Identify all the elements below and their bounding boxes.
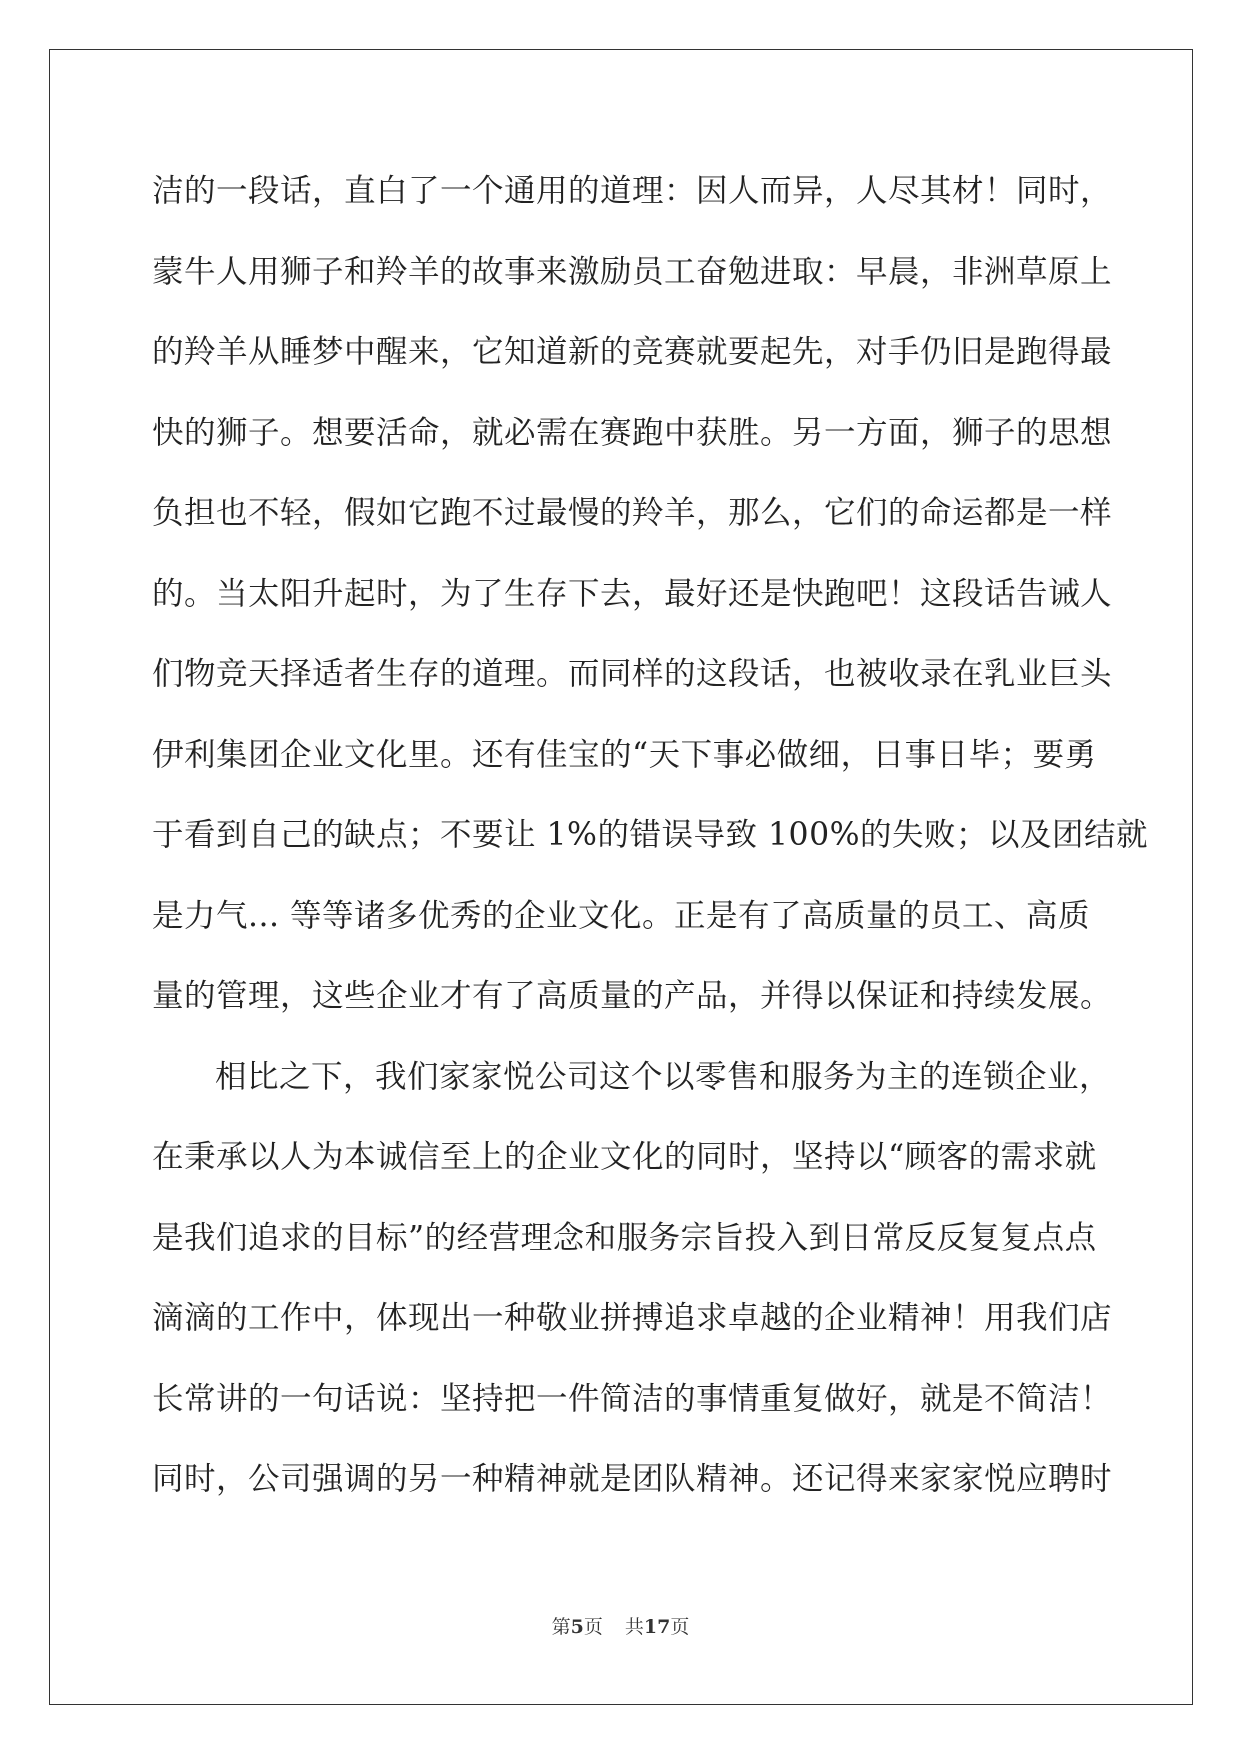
text-line: 洁的一段话，直白了一个通用的道理：因人而异，人尽其材！同时， bbox=[152, 173, 1113, 209]
text-line: 的。当太阳升起时，为了生存下去，最好还是快跑吧！这段话告诫人 bbox=[152, 575, 1113, 612]
text-line: 快的狮子。想要活命，就必需在赛跑中获胜。另一方面，狮子的思想 bbox=[152, 414, 1113, 451]
text-line: 同时，公司强调的另一种精神就是团队精神。还记得来家家悦应聘时 bbox=[152, 1461, 1113, 1497]
text-line: 于看到自己的缺点；不要让 1%的错误导致 100%的失败；以及团结就 bbox=[152, 817, 1149, 853]
page-suffix: 页 bbox=[583, 1616, 603, 1638]
total-suffix: 页 bbox=[670, 1616, 690, 1638]
paragraph-start-line: 相比之下，我们家家悦公司这个以零售和服务为主的连锁企业， bbox=[215, 1058, 1112, 1095]
page-prefix: 第 bbox=[551, 1616, 571, 1638]
text-line: 在秉承以人为本诚信至上的企业文化的同时，坚持以“顾客的需求就 bbox=[152, 1139, 1097, 1175]
text-line: 是我们追求的目标”的经营理念和服务宗旨投入到日常反反复复点点 bbox=[152, 1219, 1097, 1256]
document-body bbox=[152, 159, 1149, 1528]
text-line: 蒙牛人用狮子和羚羊的故事来激励员工奋勉进取：早晨，非洲草原上 bbox=[152, 253, 1113, 290]
text-line: 长常讲的一句话说：坚持把一件简洁的事情重复做好，就是不简洁！ bbox=[152, 1380, 1113, 1417]
text-line: 滴滴的工作中，体现出一种敬业拼搏追求卓越的企业精神！用我们店 bbox=[152, 1300, 1113, 1336]
total-pages: 17 bbox=[643, 1616, 671, 1638]
text-line: 伊利集团企业文化里。还有佳宝的“天下事必做细，日事日毕；要勇 bbox=[152, 736, 1097, 773]
page-footer bbox=[0, 1612, 1241, 1639]
text-line: 负担也不轻，假如它跑不过最慢的羚羊，那么，它们的命运都是一样 bbox=[152, 495, 1113, 531]
text-line: 是力气... 等等诸多优秀的企业文化。正是有了高质量的员工、高质 bbox=[152, 897, 1091, 934]
page-number: 5 bbox=[570, 1616, 584, 1638]
text-line: 们物竞天择适者生存的道理。而同样的这段话，也被收录在乳业巨头 bbox=[152, 656, 1113, 692]
total-prefix: 共 bbox=[624, 1616, 644, 1638]
text-line: 的羚羊从睡梦中醒来，它知道新的竞赛就要起先，对手仍旧是跑得最 bbox=[152, 334, 1113, 370]
paragraph-end-line: 量的管理，这些企业才有了高质量的产品，并得以保证和持续发展。 bbox=[152, 978, 1113, 1014]
